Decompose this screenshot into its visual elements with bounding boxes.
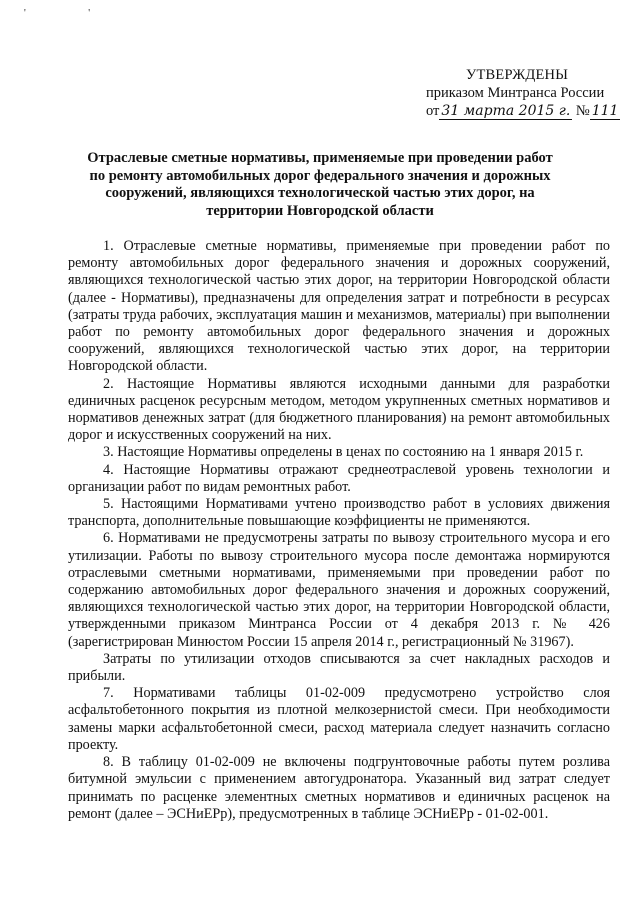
paragraph-7: 7. Нормативами таблицы 01-02-009 предусмотрено устройство слоя асфальтобетонного покрытия из плотной мелкозернистой смеси. При необходимости замены марки асфальтобетонной смеси, расход материала следует назначить согласно проекту. bbox=[68, 685, 610, 753]
corner-marks: ' ' bbox=[24, 8, 121, 19]
paragraph-5: 5. Настоящими Нормативами учтено производство работ в условиях движения транспорта, дополнительные повышающие коэффициенты не применяются. bbox=[68, 496, 610, 530]
paragraph-2: 2. Настоящие Нормативы являются исходными данными для разработки единичных расценок ресурсным методом, методом укрупненных сметных нормативов и нормативов денежных затрат (для бюджетного планирования) на ремонт автомобильных дорог и искусственных сооружений на них. bbox=[68, 375, 610, 444]
approval-title: УТВЕРЖДЕНЫ bbox=[466, 67, 569, 83]
approval-prefix: от bbox=[426, 103, 440, 119]
paragraph-6: 6. Нормативами не предусмотрены затраты по вывозу строительного мусора и его утилизации. Работы по вывозу строительного мусора после демонтажа нормируются отраслевыми сметными нормативами, применяемыми при проведении работ по содержанию автомобильных дорог федерального значения и дорожных сооружений, являющихся технологической частью этих дорог, на территории Новгородской области, утвержденными приказом Минтранса России от 4 декабря 2013 г. № 426 (зарегистрирован Минюстом России 15 апреля 2014 г., регистрационный № 31967). bbox=[68, 530, 610, 650]
approval-order-line bbox=[420, 102, 620, 120]
paragraph-3: 3. Настоящие Нормативы определены в ценах по состоянию на 1 января 2015 г. bbox=[103, 444, 584, 461]
approval-date-handwritten: 31 марта 2015 г. bbox=[441, 103, 571, 119]
paragraph-8: 8. В таблицу 01-02-009 не включены подгрунтовочные работы путем розлива битумной эмульсии с применением автогудронатора. Указанный вид затрат следует принимать по расценке элементных сметных нормативов и единичных расценок на ремонт (далее – ЭСНиЕРр), предусмотренных в таблице ЭСНиЕРр - 01-02-001. bbox=[68, 754, 610, 822]
approval-stamp bbox=[420, 66, 620, 120]
approval-number-label: № bbox=[575, 103, 590, 119]
paragraph-4: 4. Настоящие Нормативы отражают среднеотраслевой уровень технологии и организации работ по видам ремонтных работ. bbox=[68, 461, 610, 495]
approval-issuer: приказом Минтранса России bbox=[426, 85, 605, 101]
paragraph-1: 1. Отраслевые сметные нормативы, применяемые при проведении работ по ремонту автомобильных дорог федерального значения и дорожных сооружений, являющихся технологической частью этих дорог, на территории Новгородской области (далее - Нормативы), предназначены для определения затрат и потребности в ресурсах (затраты труда рабочих, эксплуатация машин и механизмов, материалы) при выполнении работ по ремонту автомобильных дорог федерального значения и дорожных сооружений, являющихся технологической частью этих дорог, на территории Новгородской области. bbox=[68, 238, 610, 375]
document-body bbox=[68, 238, 610, 823]
paragraph-6-note: Затраты по утилизации отходов списываются за счет накладных расходов и прибыли. bbox=[68, 650, 610, 685]
approval-number-handwritten: 111 bbox=[591, 103, 619, 119]
document-heading: Отраслевые сметные нормативы, применяемые при проведении работ по ремонту автомобильных дорог федерального значения и дорожных сооружений, являющихся технологической частью этих дорог, на территории Новгородской области bbox=[87, 150, 553, 219]
